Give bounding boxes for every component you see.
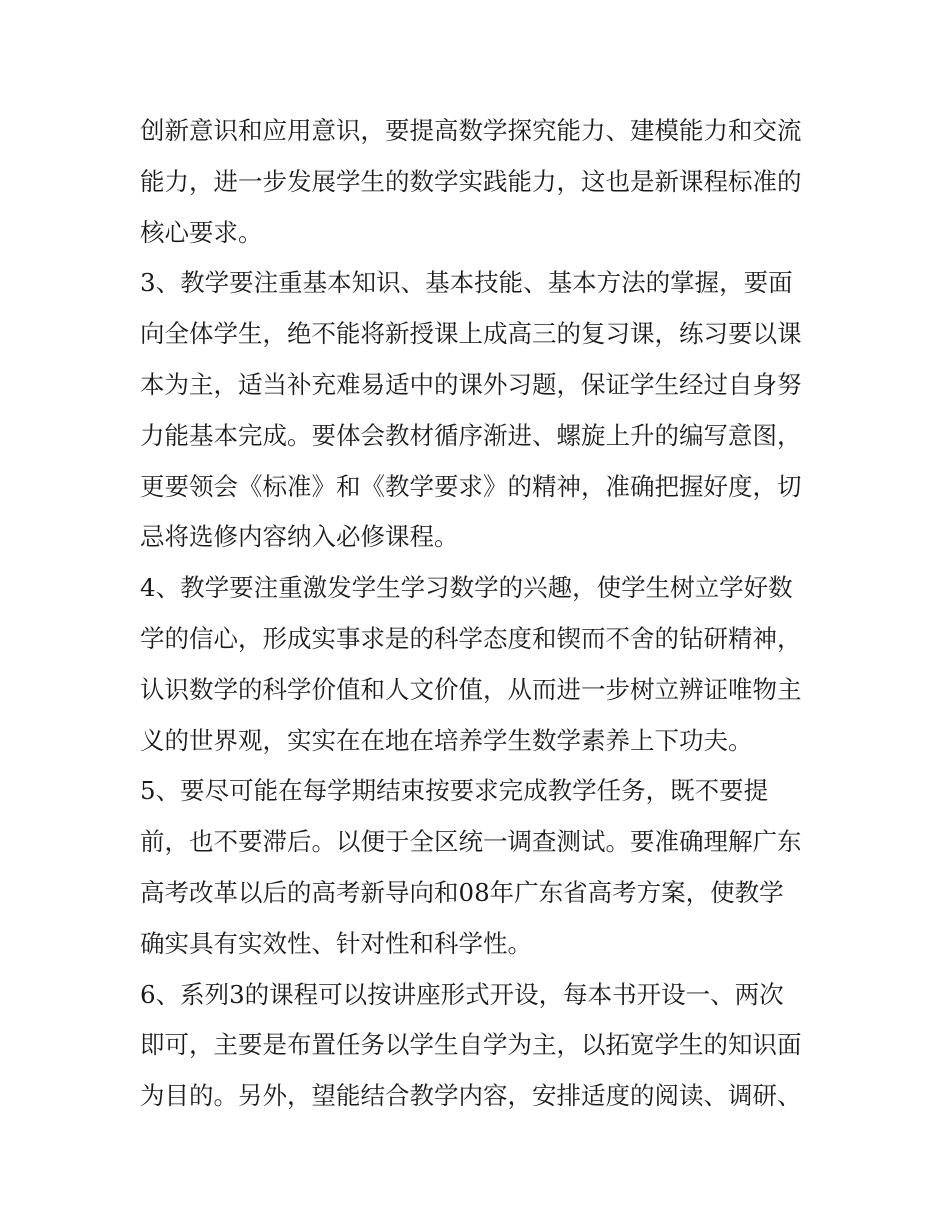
text-line: 即可，主要是布置任务以学生自学为主，以拓宽学生的知识面 [140,1030,802,1060]
text-line: 认识数学的科学价值和人文价值，从而进一步树立辨证唯物主 [140,674,802,704]
text-line: 为目的。另外，望能结合教学内容，安排适度的阅读、调研、 [140,1081,802,1111]
text-line: 义的世界观，实实在在地在培养学生数学素养上下功夫。 [140,725,753,755]
text-line: 高考改革以后的高考新导向和08年广东省高考方案，使教学 [140,877,784,907]
text-line: 6、系列3的课程可以按讲座形式开设，每本书开设一、两次 [140,979,784,1009]
text-line: 能力，进一步发展学生的数学实践能力，这也是新课程标准的 [140,166,802,196]
text-line: 忌将选修内容纳入必修课程。 [140,522,459,552]
body-text [140,106,820,1122]
text-line: 向全体学生，绝不能将新授课上成高三的复习课，练习要以课 [140,319,802,349]
text-line: 更要领会《标准》和《教学要求》的精神，准确把握好度，切 [140,471,802,501]
text-line: 创新意识和应用意识，要提高数学探究能力、建模能力和交流 [140,116,802,145]
text-line: 核心要求。 [140,217,263,247]
text-line: 本为主，适当补充难易适中的课外习题，保证学生经过自身努 [140,369,802,399]
text-line: 确实具有实效性、针对性和科学性。 [140,928,532,958]
text-line: 学的信心，形成实事求是的科学态度和锲而不舍的钻研精神， [140,623,802,653]
text-line: 5、要尽可能在每学期结束按要求完成教学任务，既不要提 [140,776,769,806]
text-line: 前，也不要滞后。以便于全区统一调查测试。要准确理解广东 [140,827,802,857]
text-line: 4、教学要注重激发学生学习数学的兴趣，使学生树立学好数 [140,573,793,603]
text-line: 力能基本完成。要体会教材循序渐进、螺旋上升的编写意图， [140,420,802,450]
text-line: 3、教学要注重基本知识、基本技能、基本方法的掌握，要面 [140,268,793,298]
